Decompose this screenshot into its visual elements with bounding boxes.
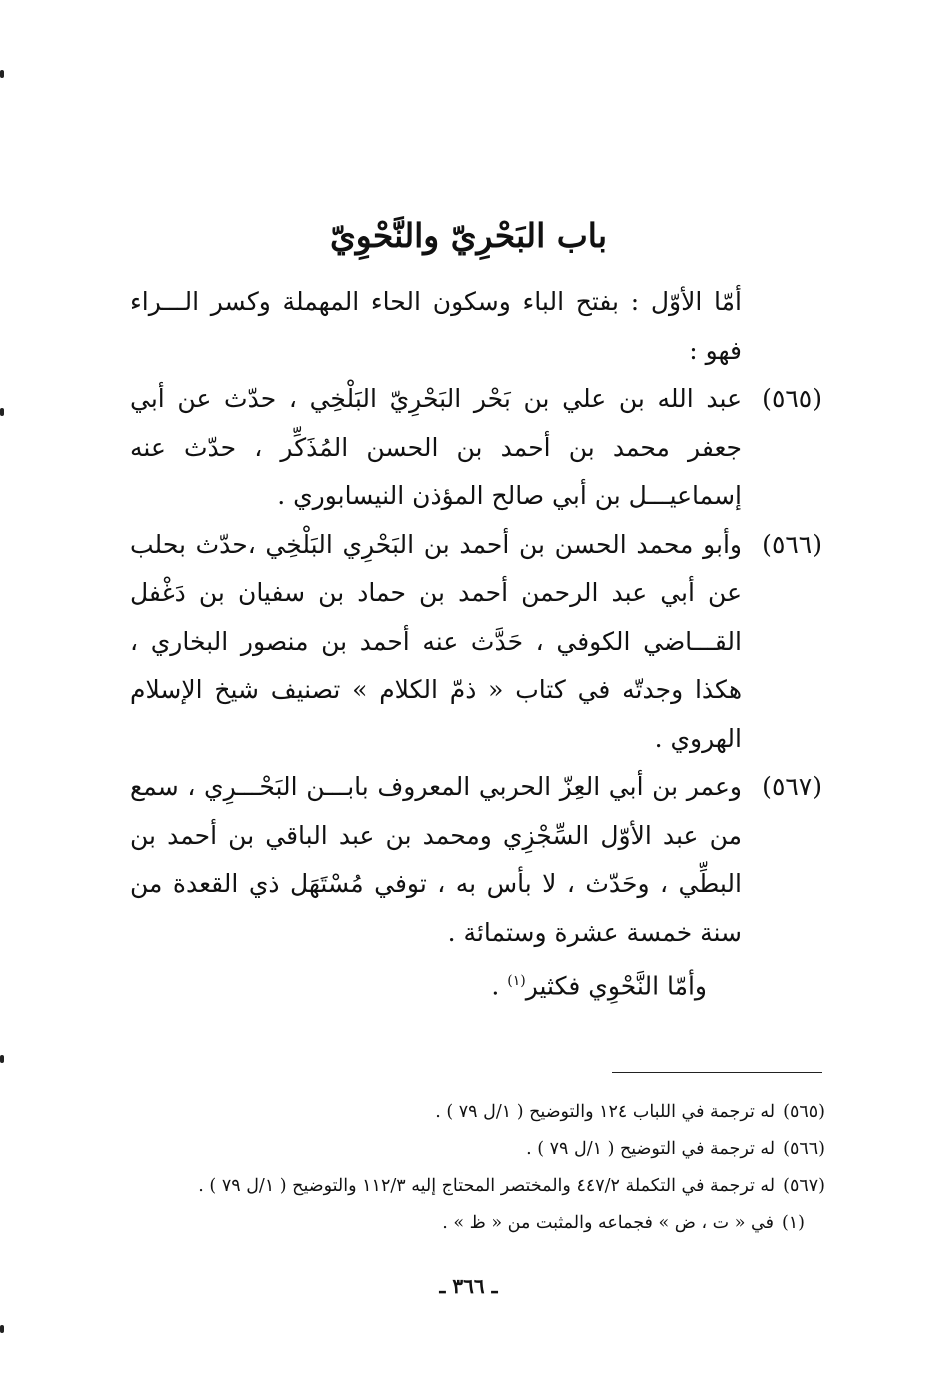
entry-number: (٥٦٧) bbox=[762, 772, 822, 801]
entry-text: عبد الله بن علي بن بَحْر البَحْرِيّ البَلْخِي ، حدّث عن أبي جعفر محمد بن أحمد بن الحسن المُذَكِّر ، حدّث عنه إسماعيـــل بن أبي صالح المؤذن النيسابوري . bbox=[130, 384, 742, 510]
footnote-reference[interactable]: (١) bbox=[507, 973, 526, 989]
entry-567 bbox=[130, 763, 822, 957]
footnote-1 bbox=[140, 1205, 825, 1242]
margin-mark bbox=[0, 1325, 4, 1333]
footnote-number: (١) bbox=[781, 1213, 805, 1233]
entry-number: (٥٦٦) bbox=[762, 529, 822, 559]
closing-text: وأمّا النَّحْوِي فكثير bbox=[525, 971, 707, 1001]
footnote-565 bbox=[140, 1094, 825, 1131]
footnote-number: (٥٦٧) bbox=[783, 1176, 825, 1196]
footnote-566 bbox=[140, 1131, 825, 1168]
footnote-text: له ترجمة في التوضيح ( ١/ل ٧٩ ) . bbox=[526, 1139, 776, 1159]
chapter-title: باب البَحْرِيّ والنَّحْوِيّ bbox=[329, 216, 608, 255]
entry-text: وأبو محمد الحسن بن أحمد بن البَحْرِي البَلْخِي ،حدّث بحلب عن أبي عبد الرحمن أحمد بن حماد بن سفيان بن دَغْفل القـــاضي الكوفي ، حَدَّث عنه أحمد بن منصور البخاري ، هكذا وجدتّه في كتاب « ذمّ الكلام » تصنيف شيخ الإسلام الهروي . bbox=[130, 529, 742, 753]
entry-565 bbox=[130, 375, 822, 521]
closing-end: . bbox=[491, 971, 508, 1001]
margin-mark bbox=[0, 1055, 4, 1063]
margin-mark bbox=[0, 70, 4, 78]
margin-mark bbox=[0, 408, 4, 416]
main-text bbox=[130, 278, 822, 1011]
closing-paragraph bbox=[130, 957, 822, 1011]
page-number: ـ ٣٦٦ ـ bbox=[439, 1274, 498, 1298]
footnote-divider bbox=[612, 1072, 822, 1073]
footnotes bbox=[140, 1094, 825, 1242]
intro-paragraph: أمّا الأوّل : بفتح الباء وسكون الحاء المهملة وكسر الـــراء فهو : bbox=[130, 287, 742, 365]
footnote-567 bbox=[140, 1168, 825, 1205]
footnote-number: (٥٦٥) bbox=[783, 1102, 825, 1122]
entry-number: (٥٦٥) bbox=[762, 384, 822, 413]
footnote-text: له ترجمة في التكملة ٤٤٧/٢ والمختصر المحتاج إليه ١١٢/٣ والتوضيح ( ١/ل ٧٩ ) . bbox=[198, 1176, 776, 1196]
entry-text: وعمر بن أبي العِزّ الحربي المعروف بابـــن البَحْـــرِي ، سمع من عبد الأوّل السِّجْزِي ومحمد بن عبد الباقي بن أحمد بن البطِّي ، وحَدّث ، لا بأس به ، توفي مُسْتَهَل ذي القعدة من سنة خمسة عشرة وستمائة . bbox=[130, 772, 742, 947]
footnote-number: (٥٦٦) bbox=[783, 1139, 825, 1159]
entry-566 bbox=[130, 521, 822, 764]
footnote-text: له ترجمة في اللباب ١٢٤ والتوضيح ( ١/ل ٧٩ ) . bbox=[435, 1102, 776, 1122]
footnote-text: في « ت ، ض » فجماعه والمثبت من « ظ » . bbox=[442, 1213, 774, 1233]
